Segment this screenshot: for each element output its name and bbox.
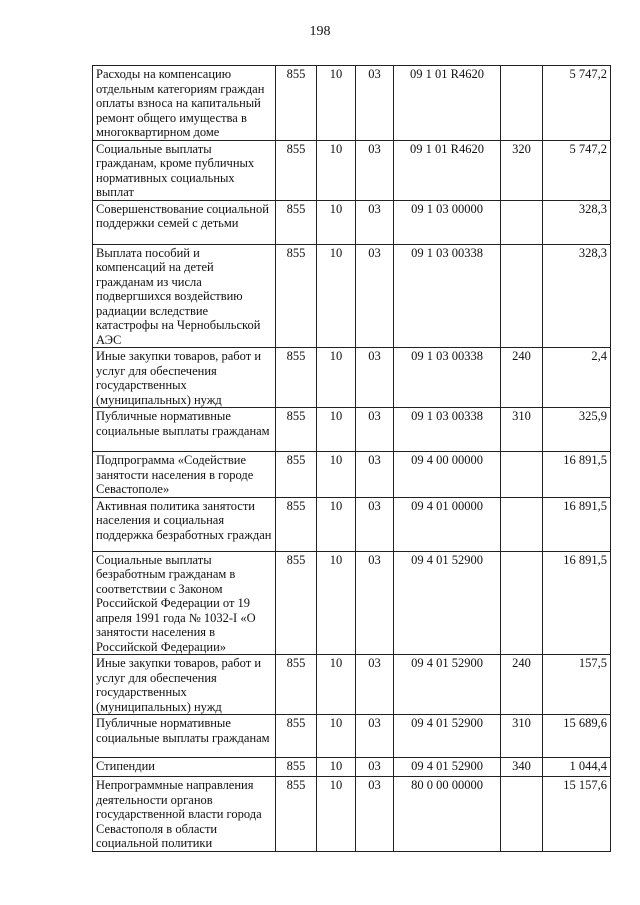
row-name: Выплата пособий и компенсаций на детей гражданам из числа подвергшихся воздействию радиации вследствие катастрофы на Чернобыльской АЭС <box>93 244 276 348</box>
ministry-code: 855 <box>276 777 317 852</box>
row-name: Социальные выплаты гражданам, кроме публичных нормативных социальных выплат <box>93 140 276 200</box>
expense-type-code <box>501 551 543 655</box>
section-code: 10 <box>317 655 356 715</box>
row-name: Публичные нормативные социальные выплаты гражданам <box>93 715 276 758</box>
section-code: 10 <box>317 452 356 498</box>
amount: 15 689,6 <box>543 715 611 758</box>
amount: 328,3 <box>543 244 611 348</box>
row-name: Публичные нормативные социальные выплаты гражданам <box>93 408 276 452</box>
expense-type-code <box>501 244 543 348</box>
row-name: Расходы на компенсацию отдельным категориям граждан оплаты взноса на капитальный ремонт общего имущества в многоквартирном доме <box>93 66 276 141</box>
target-article-code: 09 4 01 52900 <box>394 715 501 758</box>
section-code: 10 <box>317 551 356 655</box>
row-name: Активная политика занятости населения и социальная поддержка безработных граждан <box>93 497 276 551</box>
expense-type-code <box>501 200 543 244</box>
amount: 2,4 <box>543 348 611 408</box>
expense-type-code <box>501 66 543 141</box>
subsection-code: 03 <box>356 715 394 758</box>
ministry-code: 855 <box>276 140 317 200</box>
row-name: Социальные выплаты безработным гражданам в соответствии с Законом Российской Федерации от 19 апреля 1991 года № 1032-I «О занятости населения в Российской Федерации» <box>93 551 276 655</box>
amount: 157,5 <box>543 655 611 715</box>
target-article-code: 09 1 01 R4620 <box>394 66 501 141</box>
row-name: Непрограммные направления деятельности органов государственной власти города Севастополя в области социальной политики <box>93 777 276 852</box>
expense-type-code: 310 <box>501 715 543 758</box>
subsection-code: 03 <box>356 408 394 452</box>
amount: 5 747,2 <box>543 66 611 141</box>
table-row <box>93 66 611 141</box>
expense-type-code <box>501 497 543 551</box>
target-article-code: 09 1 01 R4620 <box>394 140 501 200</box>
expense-type-code: 310 <box>501 408 543 452</box>
amount: 16 891,5 <box>543 551 611 655</box>
section-code: 10 <box>317 348 356 408</box>
ministry-code: 855 <box>276 66 317 141</box>
target-article-code: 09 4 01 52900 <box>394 758 501 777</box>
table-row <box>93 244 611 348</box>
section-code: 10 <box>317 244 356 348</box>
row-name: Иные закупки товаров, работ и услуг для обеспечения государственных (муниципальных) нужд <box>93 348 276 408</box>
section-code: 10 <box>317 497 356 551</box>
subsection-code: 03 <box>356 758 394 777</box>
subsection-code: 03 <box>356 551 394 655</box>
row-name: Иные закупки товаров, работ и услуг для обеспечения государственных (муниципальных) нужд <box>93 655 276 715</box>
subsection-code: 03 <box>356 244 394 348</box>
section-code: 10 <box>317 200 356 244</box>
ministry-code: 855 <box>276 497 317 551</box>
amount: 5 747,2 <box>543 140 611 200</box>
row-name: Стипендии <box>93 758 276 777</box>
target-article-code: 09 4 01 52900 <box>394 655 501 715</box>
expense-type-code <box>501 452 543 498</box>
subsection-code: 03 <box>356 777 394 852</box>
subsection-code: 03 <box>356 140 394 200</box>
ministry-code: 855 <box>276 655 317 715</box>
ministry-code: 855 <box>276 408 317 452</box>
ministry-code: 855 <box>276 244 317 348</box>
subsection-code: 03 <box>356 348 394 408</box>
subsection-code: 03 <box>356 655 394 715</box>
page-number: 198 <box>309 24 331 39</box>
ministry-code: 855 <box>276 200 317 244</box>
ministry-code: 855 <box>276 551 317 655</box>
target-article-code: 09 4 01 52900 <box>394 551 501 655</box>
target-article-code: 09 1 03 00338 <box>394 408 501 452</box>
table-row <box>93 348 611 408</box>
budget-table <box>92 65 611 852</box>
ministry-code: 855 <box>276 758 317 777</box>
amount: 1 044,4 <box>543 758 611 777</box>
amount: 325,9 <box>543 408 611 452</box>
table-body <box>93 66 611 852</box>
amount: 16 891,5 <box>543 497 611 551</box>
target-article-code: 09 1 03 00338 <box>394 244 501 348</box>
table-row <box>93 777 611 852</box>
ministry-code: 855 <box>276 348 317 408</box>
section-code: 10 <box>317 66 356 141</box>
expense-type-code: 340 <box>501 758 543 777</box>
ministry-code: 855 <box>276 715 317 758</box>
table-row <box>93 551 611 655</box>
section-code: 10 <box>317 715 356 758</box>
target-article-code: 09 4 00 00000 <box>394 452 501 498</box>
subsection-code: 03 <box>356 497 394 551</box>
target-article-code: 09 1 03 00338 <box>394 348 501 408</box>
target-article-code: 09 1 03 00000 <box>394 200 501 244</box>
table-row <box>93 140 611 200</box>
section-code: 10 <box>317 408 356 452</box>
section-code: 10 <box>317 140 356 200</box>
expense-type-code: 240 <box>501 655 543 715</box>
expense-type-code: 240 <box>501 348 543 408</box>
subsection-code: 03 <box>356 452 394 498</box>
subsection-code: 03 <box>356 66 394 141</box>
expense-type-code <box>501 777 543 852</box>
amount: 328,3 <box>543 200 611 244</box>
amount: 16 891,5 <box>543 452 611 498</box>
table-row <box>93 655 611 715</box>
expense-type-code: 320 <box>501 140 543 200</box>
target-article-code: 09 4 01 00000 <box>394 497 501 551</box>
table-row <box>93 758 611 777</box>
ministry-code: 855 <box>276 452 317 498</box>
table-row <box>93 200 611 244</box>
table-row <box>93 452 611 498</box>
row-name: Подпрограмма «Содействие занятости населения в городе Севастополе» <box>93 452 276 498</box>
target-article-code: 80 0 00 00000 <box>394 777 501 852</box>
table-row <box>93 715 611 758</box>
section-code: 10 <box>317 777 356 852</box>
subsection-code: 03 <box>356 200 394 244</box>
table-row <box>93 408 611 452</box>
table-row <box>93 497 611 551</box>
row-name: Совершенствование социальной поддержки семей с детьми <box>93 200 276 244</box>
section-code: 10 <box>317 758 356 777</box>
amount: 15 157,6 <box>543 777 611 852</box>
